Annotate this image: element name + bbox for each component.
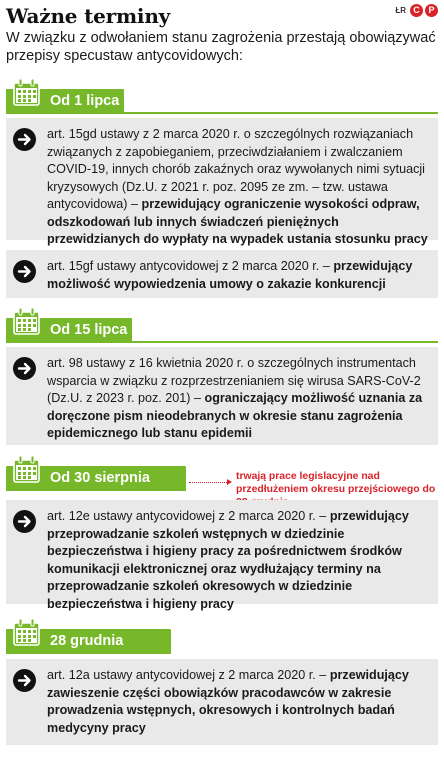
section-header-30-sierpnia bbox=[6, 466, 186, 491]
item-text bbox=[47, 126, 430, 249]
item-bold-text: przewidujący zawieszenie części obowiązków pracodawców w zakresie prowadzenia wstępnych, okresowych i kontrolnych badań medycyny pracy bbox=[47, 668, 409, 735]
logo-c-icon: C bbox=[410, 4, 423, 17]
arrow-right-icon bbox=[13, 357, 36, 380]
note-arrow-icon bbox=[227, 479, 232, 485]
item-text bbox=[47, 667, 430, 737]
item-text bbox=[47, 355, 430, 443]
section-label: Od 30 sierpnia bbox=[50, 470, 150, 486]
item-bold-text: przewidujący ograniczenie wysokości odpraw, odszkodowań lub innych świadczeń pieniężnych przewidzianych do wypłaty na wypadek ustania stosunku pracy bbox=[47, 197, 428, 246]
section-header-28-grudnia bbox=[6, 629, 171, 654]
item-plain-text: art. 12e ustawy antycovidowej z 2 marca 2020 r. – bbox=[47, 509, 327, 523]
arrow-right-icon bbox=[13, 128, 36, 151]
item-bold-text: przewidujący przeprowadzanie szkoleń wstępnych w dziedzinie bezpieczeństwa i higieny pracy za pośrednictwem środków komunikacji elektronicznej oraz wydłużający terminy na przeprowadzanie szkoleń okresowych w dziedzinie bezpieczeństwa i higieny pracy bbox=[47, 509, 409, 611]
calendar-icon bbox=[12, 78, 41, 107]
item-bold-text: ograniczający możliwość uznania za doręczone pism nieodebranych w okresie stanu zagrożenia epidemicznego lub stanu epidemii bbox=[47, 391, 423, 440]
list-item bbox=[6, 500, 438, 611]
note-connector bbox=[189, 482, 229, 483]
item-plain-text: art. 15gd ustawy z 2 marca 2020 r. o szczególnych rozwiązaniach związanych z zapobieganiem, przeciwdziałaniem i zwalczaniem COVID-19, innych chorób zakaźnych oraz wywołanych nimi sytuacji kryzysowych (Dz.U. z 2021 r. poz. 2095 ze zm. – tzw. ustawa antycovidowa) – bbox=[47, 127, 425, 211]
calendar-icon bbox=[12, 307, 41, 336]
arrow-right-icon bbox=[13, 669, 36, 692]
item-text bbox=[47, 508, 430, 613]
legislative-note: trwają prace legislacyjne nad przedłużeniem okresu przejściowego do bbox=[236, 471, 436, 495]
section-header-15-lipca bbox=[6, 318, 438, 343]
item-plain-text: art. 12a ustawy antycovidowej z 2 marca 2020 r. – bbox=[47, 668, 327, 682]
item-plain-text: art. 15gf ustawy antycovidowej z 2 marca 2020 r. – bbox=[47, 259, 330, 273]
arrow-right-icon bbox=[13, 260, 36, 283]
intro-text: W związku z odwołaniem stanu zagrożenia przestają obowiązywać przepisy specustaw antycovidowych: bbox=[6, 30, 436, 64]
logo-p-icon: P bbox=[425, 4, 438, 17]
publisher-logo bbox=[395, 4, 438, 17]
calendar-icon bbox=[12, 618, 41, 647]
list-item bbox=[6, 250, 438, 298]
item-text bbox=[47, 258, 430, 293]
list-item bbox=[6, 347, 438, 445]
list-item bbox=[6, 659, 438, 745]
section-label: Od 15 lipca bbox=[50, 322, 128, 338]
calendar-icon bbox=[12, 455, 41, 484]
section-header-1-lipca bbox=[6, 89, 438, 114]
section-label: 28 grudnia bbox=[50, 633, 124, 649]
item-plain-text: art. 98 ustawy z 16 kwietnia 2020 r. o szczególnych instrumentach wsparcia w związku z rozprzestrzenianiem się wirusa SARS-CoV-2 (Dz.U. z 2023 r. poz. 201) – bbox=[47, 356, 421, 405]
arrow-right-icon bbox=[13, 510, 36, 533]
list-item bbox=[6, 118, 438, 246]
logo-lr: ŁR bbox=[395, 6, 406, 15]
item-bold-text: przewidujący możliwość wypowiedzenia umowy o zakazie konkurencji bbox=[47, 259, 413, 291]
section-label: Od 1 lipca bbox=[50, 93, 120, 109]
page-title: Ważne terminy bbox=[6, 4, 171, 28]
